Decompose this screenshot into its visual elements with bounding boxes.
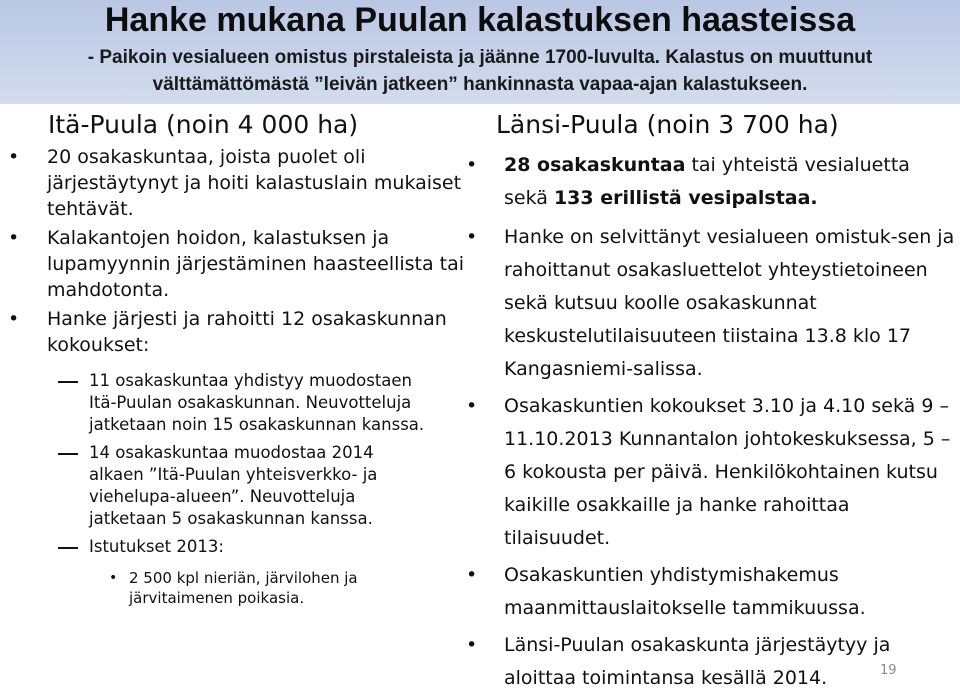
subtitle-line-2: välttämättömästä ”leivän jatkeen” hankinnasta vapaa-ajan kalastukseen. <box>152 74 808 95</box>
subtitle-line-1: - Paikoin vesialueen omistus pirstaleista ja jäänne 1700-luvulta. Kalastus on muuttunut <box>87 47 873 68</box>
left-column-heading: Itä-Puula (noin 4 000 ha) <box>48 110 359 139</box>
dash-marker <box>58 547 78 549</box>
page-number: 19 <box>880 663 897 678</box>
right-bullet-5: • Länsi-Puulan osakaskunta järjestäytyy ja aloittaa toimintansa kesällä 2014. <box>466 629 944 695</box>
right-column <box>466 149 956 695</box>
dash-marker <box>58 381 78 383</box>
right-bullet-3: • Osakaskuntien kokoukset 3.10 ja 4.10 sekä 9 – 11.10.2013 Kunnantalon johtokeskuksessa, 5 – 6 kokousta per päivä. Henkilökohtainen kutsu kaikille osakkaille ja hanke rahoittaa tilaisuudet. <box>466 390 956 555</box>
left-subbullet-1: 11 osakaskuntaa yhdistyy muodostaen Itä-Puulan osakaskunnan. Neuvotteluja jatketaan noin 15 osakaskunnan kanssa. <box>8 370 434 436</box>
left-subbullet-2: 14 osakaskuntaa muodostaa 2014 alkaen ”Itä-Puulan yhteisverkko- ja viehelupa-alueen”. Neuvotteluja jatketaan 5 osakaskunnan kanssa. <box>8 442 419 530</box>
left-subsubbullet-1: • 2 500 kpl nieriän, järvilohen ja järvitaimenen poikasia. <box>8 568 409 608</box>
left-bullet-3: • Hanke järjesti ja rahoitti 12 osakaskunnan kokoukset: <box>8 306 468 358</box>
title-banner <box>0 0 960 104</box>
right-bullet-2: • Hanke on selvittänyt vesialueen omistuk-sen ja rahoittanut osakasluettelot yhteystietoineen sekä kutsuu koolle osakaskunnat keskustelutilaisuuteen tiistaina 13.8 klo 17 Kangasniemi-salissa. <box>466 221 956 386</box>
right-bullet-1: • 28 osakaskuntaa tai yhteistä vesialuetta sekä 133 erillistä vesipalstaa. <box>466 149 956 215</box>
dash-marker <box>58 453 78 455</box>
right-bullet-4: • Osakaskuntien yhdistymishakemus maanmittauslaitokselle tammikuussa. <box>466 559 956 625</box>
slide-subtitle <box>30 44 930 98</box>
left-column <box>8 144 468 608</box>
right-column-heading: Länsi-Puula (noin 3 700 ha) <box>496 110 839 139</box>
slide-title: Hanke mukana Puulan kalastuksen haasteissa <box>104 1 856 39</box>
left-subbullet-3: Istutukset 2013: <box>8 536 468 558</box>
left-bullet-1: • 20 osakaskuntaa, joista puolet oli järjestäytynyt ja hoiti kalastuslain mukaiset tehtävät. <box>8 144 468 222</box>
left-bullet-2: • Kalakantojen hoidon, kalastuksen ja lupamyynnin järjestäminen haasteellista tai mahdotonta. <box>8 225 468 303</box>
